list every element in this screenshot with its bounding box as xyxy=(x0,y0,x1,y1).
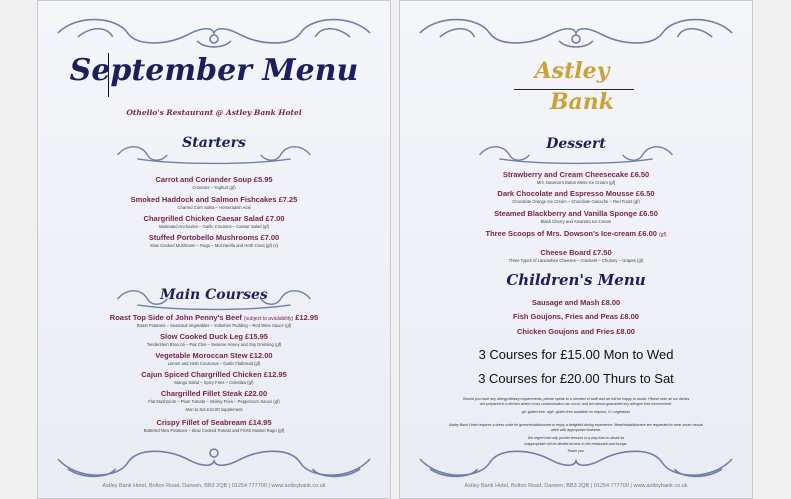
item-name: Steamed Blackberry and Vanilla Sponge £6.50 xyxy=(494,209,658,218)
offer-weekend: 3 Courses for £20.00 Thurs to Sat xyxy=(478,371,674,386)
item-description: Roast Potatoes – Seasonal Vegetables – Yorkshire Pudding – Red Wine Sauce (gf) xyxy=(136,323,292,328)
dessert-item xyxy=(400,248,752,263)
item-name: Stuffed Portobello Mushrooms £7.00 xyxy=(148,233,280,242)
item-description: Lemon and Herb Couscous – Garlic Flatbread (gf) xyxy=(167,361,261,366)
item-name: Fish Goujons, Fries and Peas £8.00 xyxy=(513,312,639,321)
childrens-heading: Children's Menu xyxy=(506,271,646,289)
page-subtitle: Othello's Restaurant @ Astley Bank Hotel xyxy=(126,108,302,117)
starter-item xyxy=(38,195,390,210)
item-name: Cheese Board £7.50 xyxy=(540,248,612,257)
dessert-item xyxy=(400,170,752,185)
top-scroll-ornament xyxy=(400,11,752,51)
item-name: Strawberry and Cream Cheesecake £6.50 xyxy=(502,170,650,179)
item-description: Black Cherry and Amaretto Ice Cream xyxy=(540,219,612,224)
offer-weekday: 3 Courses for £15.00 Mon to Wed xyxy=(478,347,674,362)
main-item xyxy=(38,370,390,385)
dessert-item xyxy=(400,209,752,224)
logo-text-bank: Bank xyxy=(549,89,615,115)
item-name: Dark Chocolate and Espresso Mousse £6.50 xyxy=(497,189,655,198)
item-note: (gf) xyxy=(659,232,667,238)
dress-code-line3: We regret that only pocket dresses in a way that no doubt as xyxy=(527,436,625,440)
menu-page-right xyxy=(399,0,753,499)
main-item xyxy=(38,418,390,433)
item-description: Buttered New Potatoes – Slow Cooked Tomato and Fresh Mussel Ragu (gf) xyxy=(143,428,285,433)
item-description: Flat Mushroom – Plum Tomato – Skinny Fries – Peppercorn Sauce (gf) xyxy=(148,399,280,404)
item-note: (subject to availability) xyxy=(243,316,294,322)
item-name: Cajun Spiced Chargrilled Chicken £12.95 xyxy=(141,370,287,379)
main-item xyxy=(38,313,390,328)
item-description: Mango Salad – Spicy Fries – Coleslaw (gf) xyxy=(174,380,254,385)
thank-you-text: Thank you. xyxy=(567,449,585,453)
item-supplement: Mon to Sat £10.00 supplement xyxy=(185,407,243,412)
starter-item xyxy=(38,175,390,190)
starter-item xyxy=(38,214,390,229)
item-name: Three Scoops of Mrs. Dowson's Ice-cream £6.00 xyxy=(485,229,657,238)
footer-address: Astley Bank Hotel, Bolton Road, Darwen, BB3 2QB | 01254 777700 | www.astleybank.co.uk xyxy=(102,483,326,489)
item-name: Carrot and Coriander Soup £5.95 xyxy=(155,175,273,184)
item-description: Tenderstem Broccoli – Pak Choi – Sesame Honey and Soy Dressing (gf) xyxy=(146,342,282,347)
item-description: Chocolate Orange Ice Cream – Chocolate Ganache – Red Fruits (gf) xyxy=(512,199,640,204)
main-item xyxy=(38,389,390,412)
childrens-item xyxy=(400,298,752,307)
item-name: Crispy Fillet of Seabream £14.95 xyxy=(156,418,272,427)
item-description: Marinated Anchovies – Garlic Croutons – Caesar Salad (gf) xyxy=(158,224,270,229)
page-title: September Menu xyxy=(69,53,359,88)
dessert-heading: Dessert xyxy=(546,136,606,152)
dessert-item xyxy=(400,189,752,204)
item-description: Slow Cooked Mushroom – Ragu – Mozzarella and Herb Crust (gf) (v) xyxy=(149,243,279,248)
childrens-item xyxy=(400,327,752,336)
item-description: Charred Corn Salsa – Horseradish Aioli xyxy=(177,205,251,210)
main-item xyxy=(38,332,390,347)
item-name: Chicken Goujons and Fries £8.00 xyxy=(517,327,635,336)
dietary-legend: gf= gluten free, algf= gluten free available on request, V= vegetarian xyxy=(521,410,631,414)
dessert-item xyxy=(400,229,752,238)
logo-text-astley: Astley xyxy=(534,58,610,84)
item-name: Chargrilled Fillet Steak £22.00 xyxy=(160,389,268,398)
dress-code-line4: inappropriate will be denied access to the restaurant and lounge. xyxy=(524,442,628,446)
footer-address: Astley Bank Hotel, Bolton Road, Darwen, BB3 2QB | 01254 777700 | www.astleybank.co.uk xyxy=(464,483,688,489)
starter-item xyxy=(38,233,390,248)
item-name: Chargrilled Chicken Caesar Salad £7.00 xyxy=(143,214,285,223)
item-name: Smoked Haddock and Salmon Fishcakes £7.25 xyxy=(130,195,298,204)
allergy-notice-line1: Should you have any allergy/dietary requirements, please speak to a member of staff and we will be happy to assist. Please note all our dishes xyxy=(462,397,690,401)
bottom-scroll-ornament xyxy=(38,439,390,485)
item-description: Three Types of Lancashire Cheeses – Crackers – Chutney – Grapes (gf) xyxy=(508,258,644,263)
starters-heading: Starters xyxy=(182,135,246,151)
top-scroll-ornament xyxy=(38,11,390,51)
item-description: Mrs. Dawson's Eaton Mess Ice Cream (gf) xyxy=(536,180,616,185)
menu-page-left xyxy=(37,0,391,499)
item-description: Croutons – Yoghurt (gf) xyxy=(192,185,236,190)
item-name: Sausage and Mash £8.00 xyxy=(531,298,621,307)
dress-code-line1: Astley Bank Hotel requires a dress code for guest/establishment to enjoy a delightful dining experience. Meat/establishment are requested to wear smart casual xyxy=(449,423,703,427)
bottom-scroll-ornament xyxy=(400,439,752,485)
childrens-item xyxy=(400,312,752,321)
main-item xyxy=(38,351,390,366)
item-name: Slow Cooked Duck Leg £15.95 xyxy=(160,332,268,341)
allergy-notice-line2: are prepared in a kitchen where cross contamination can occur, and we cannot guarantee any allergen free environment. xyxy=(480,402,672,406)
dress-code-line2: attire with appropriate footwear. xyxy=(550,428,602,432)
item-price: £12.95 xyxy=(295,313,319,322)
item-name: Roast Top Side of John Penny's Beef xyxy=(109,313,242,322)
mains-heading: Main Courses xyxy=(160,287,268,303)
item-name: Vegetable Moroccan Stew £12.00 xyxy=(155,351,273,360)
